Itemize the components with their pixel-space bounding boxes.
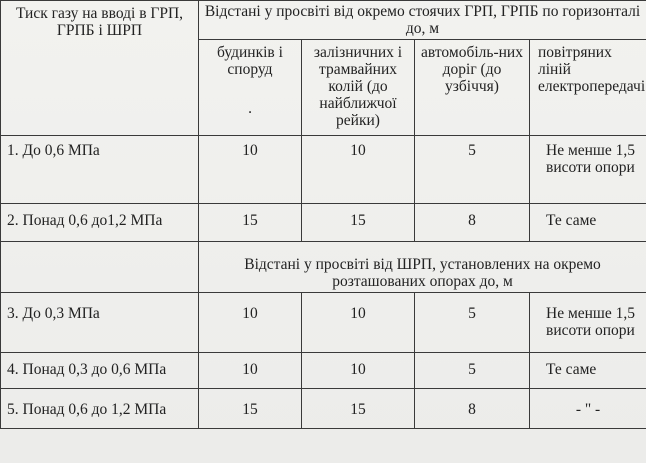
- cell-value: 10: [199, 293, 302, 353]
- header-distances-shrp: Відстані у просвіті від ШРП, установлених на окремо розташованих опорах до, м: [199, 242, 646, 293]
- cell-value: 10: [199, 353, 302, 389]
- cell-value: 15: [302, 204, 415, 242]
- subheader-rail-tracks: залізничних і трамвайних колій (до найближчої рейки): [302, 40, 415, 136]
- table-row: [1, 136, 646, 204]
- subheader-buildings: будинків і споруд .: [199, 40, 302, 136]
- cell-value: - " -: [530, 389, 646, 429]
- cell-value: 10: [302, 293, 415, 353]
- header-gas-pressure: Тиск газу на вводі в ГРП, ГРПБ і ШРП: [1, 1, 199, 136]
- row-label: 4. Понад 0,3 до 0,6 МПа: [1, 353, 199, 389]
- cell-value: 5: [415, 293, 530, 353]
- table-row: [1, 389, 646, 429]
- cell-value: 5: [415, 353, 530, 389]
- row-label: 1. До 0,6 МПа: [1, 136, 199, 204]
- row-label: 5. Понад 0,6 до 1,2 МПа: [1, 389, 199, 429]
- cell-value: Те саме: [530, 204, 646, 242]
- table-row: [1, 353, 646, 389]
- row-label: 2. Понад 0,6 до1,2 МПа: [1, 204, 199, 242]
- subheader-dot: .: [248, 100, 252, 117]
- empty-cell: [1, 242, 199, 293]
- row-label: 3. До 0,3 МПа: [1, 293, 199, 353]
- cell-value: 8: [415, 389, 530, 429]
- cell-value: 10: [302, 353, 415, 389]
- cell-value: Те саме: [530, 353, 646, 389]
- cell-value: Не менше 1,5 висоти опори: [530, 293, 646, 353]
- cell-value: 10: [302, 136, 415, 204]
- cell-value: 10: [199, 136, 302, 204]
- header-distances-grp: Відстані у просвіті від окремо стоячих ГРП, ГРПБ по горизонталі до, м: [199, 1, 646, 40]
- table-row: [1, 204, 646, 242]
- cell-value: 8: [415, 204, 530, 242]
- cell-value: 5: [415, 136, 530, 204]
- subheader-roads: автомобіль-них доріг (до узбіччя): [415, 40, 530, 136]
- cell-value: 15: [199, 204, 302, 242]
- cell-value: Не менше 1,5 висоти опори: [530, 136, 646, 204]
- subheader-power-lines: повітряних ліній електропередачі: [530, 40, 646, 136]
- cell-value: 15: [302, 389, 415, 429]
- cell-value: 15: [199, 389, 302, 429]
- table-row: [1, 293, 646, 353]
